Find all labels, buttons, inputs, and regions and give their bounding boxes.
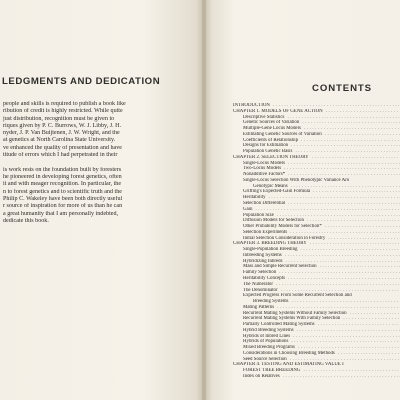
acknowledgments-line: r source of inspiration for more of us than he can — [3, 203, 123, 210]
toc-entry-text: Partially Controlled Mating Systems — [243, 322, 315, 328]
toc-entry-text: The Numerator — [243, 281, 274, 287]
contents-title: CONTENTS — [312, 83, 372, 94]
table-of-contents — [233, 103, 400, 380]
toc-entry-text: Other Probability Models for Selection* — [243, 224, 322, 230]
toc-entry-text: CHAPTER 4. TESTING AND ESTIMATING VALUE I — [233, 362, 344, 368]
toc-entry-text: Expected Progress From Some Recurrent Selection and — [243, 293, 352, 299]
acknowledgments-body — [3, 101, 193, 225]
toc-entry-text: Population Genetic Basis — [243, 149, 293, 155]
toc-entry-text: CHAPTER 3. BREEDING THEORY — [233, 241, 307, 247]
acknowledgments-line: n to forest genetics and to scientific truth and the — [3, 188, 122, 195]
toc-entry-text: Recurrent Mating Systems Without Family Selection — [243, 310, 347, 316]
toc-entry-text: CHAPTER 1. MODELS OF GENE ACTION — [233, 108, 323, 114]
acknowledgments-title: LEDGMENTS AND DEDICATION — [2, 76, 161, 87]
toc-entry-text: Heritability — [243, 195, 266, 201]
acknowledgments-line: is work rests on the foundation built by foresters — [3, 166, 122, 173]
toc-entry-text: Designs for Estimation — [243, 143, 289, 149]
toc-entry-text: Single-Locus Models — [243, 160, 285, 166]
acknowledgments-line: just distribution, recognition must be given to — [3, 115, 115, 122]
toc-entry-text: FOREST TREE BREEDING — [243, 368, 301, 374]
acknowledgments-line: titude of errors which I had perpetrated in their — [3, 152, 118, 159]
toc-entry-text: Diffusion Models for Selection — [243, 218, 304, 224]
toc-entry-text: Griffing's Expected-Gain Formula — [243, 189, 311, 195]
toc-entry-text: CHAPTER 2. SELECTION THEORY — [233, 154, 309, 160]
toc-entry-text: The Denominator — [243, 287, 278, 293]
toc-entry-text: Genetic Sources of Variation — [243, 120, 300, 126]
toc-entry-text: Selection Experiments — [243, 229, 288, 235]
toc-entry-text: Heritability Concepts — [243, 275, 285, 281]
paragraph-gap — [3, 159, 193, 167]
toc-section-entry — [233, 374, 400, 380]
toc-entry-text: Multiple-Gene Locus Models — [243, 126, 301, 132]
toc-entry-text: Hybrid Breeding Systems — [243, 327, 294, 333]
toc-entry-text: Hybrids of Inbred Lines — [243, 333, 291, 339]
toc-entry-text: Mating Patterns — [243, 304, 275, 310]
toc-entry-text: Single-Population Breeding — [243, 247, 298, 253]
acknowledgments-line: dedicate this book. — [3, 217, 49, 224]
toc-entry-text: Seed Source Selection — [243, 356, 287, 362]
toc-entry-text: Hybrids of Populations — [243, 339, 289, 345]
toc-entry-text: Single-Locus Selection With Phenotypic Variance Aro — [243, 177, 350, 183]
toc-entry-text: Gain — [243, 206, 253, 212]
acknowledgments-line: ribution of credit is highly restricted. While quite — [3, 108, 123, 115]
toc-entry-text: Hybridizing Inbreds — [243, 258, 283, 264]
toc-entry-text: Coefficients of Relationship — [243, 137, 299, 143]
toc-entry-text: Family Selection — [243, 270, 277, 276]
toc-entry-text: Inbreeding Systems — [243, 252, 282, 258]
toc-entry-text: Descriptive Statistics — [243, 114, 285, 120]
toc-entry-text: Two-Locus Models — [243, 166, 282, 172]
acknowledgments-line: at genetics at North Carolina State University. — [3, 137, 116, 144]
toc-entry-text: Estimating Genetic Sources of Variation — [243, 131, 322, 137]
book-gutter — [202, 0, 206, 400]
toc-entry-text: Initial Selection Consideration in Forestry — [243, 235, 326, 241]
acknowledgments-line: people and skills is required to publish a book like — [3, 101, 126, 107]
toc-entry-text: INTRODUCTION — [233, 103, 270, 108]
toc-entry-text: Index on Relatives — [243, 373, 280, 379]
acknowledgments-line: it and with meager recognition. In particular, the — [3, 181, 122, 188]
acknowledgments-line: Philip C. Wakeley have been both directly useful — [3, 196, 123, 203]
acknowledgments-line: nyder, J. P. Van Buijtenen, J. W. Wright, and the — [3, 130, 120, 137]
acknowledgments-line: he pioneered in developing forest genetics, often — [3, 174, 122, 181]
toc-entry-text: Considerations in Choosing Breeding Methods — [243, 350, 335, 356]
toc-entry-text: Population Size — [243, 212, 274, 218]
acknowledgments-line: ve enhanced the quality of presentation and have — [3, 144, 122, 151]
toc-entry-text: Selection Differential — [243, 201, 286, 207]
toc-entry-text: Recurrent Mating Systems With Family Selection — [243, 316, 341, 322]
toc-entry-text: Mixed Breeding Programs — [243, 345, 295, 351]
acknowledgments-line: riques given by P. C. Burrows, W. J. Libby, J. H. — [3, 122, 122, 129]
toc-entry-text: Genotypic Means — [253, 183, 288, 189]
toc-entry-text: Mass and Simple Recurrent Selection — [243, 264, 317, 270]
acknowledgments-line: a great humanity that I am personally indebted, — [3, 210, 119, 217]
toc-entry-text: Breeding Systems — [253, 299, 289, 305]
toc-entry-text: Nonadditive Factors* — [243, 172, 286, 178]
